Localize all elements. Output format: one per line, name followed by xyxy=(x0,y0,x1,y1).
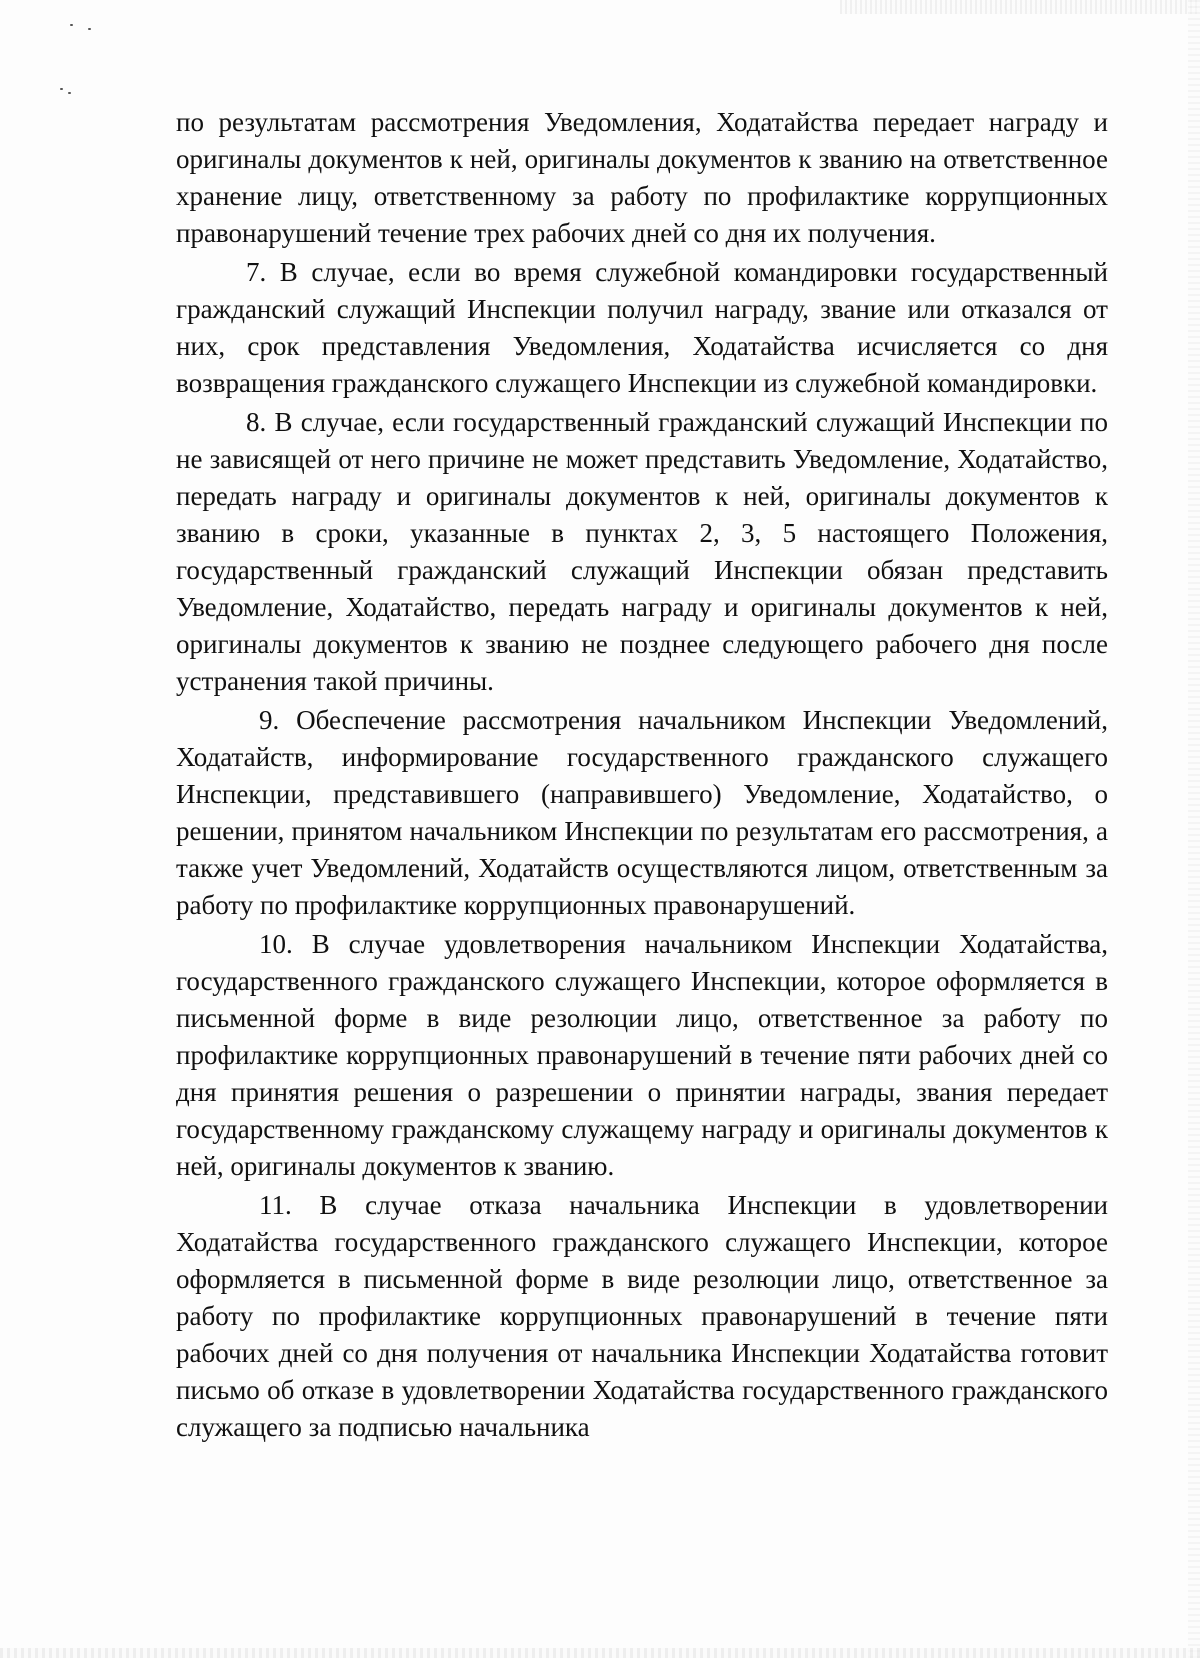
scan-speck xyxy=(70,24,73,26)
document-body xyxy=(176,104,1108,1446)
scan-speck xyxy=(68,92,71,94)
scan-artifact-bottom xyxy=(0,1648,1200,1658)
paragraph-10: 10. В случае удовлетворения начальником Инспекции Ходатайства, государственного гражданского служащего Инспекции, которое оформляется в письменной форме в виде резолюции лицо, ответственное за работу по профилактике коррупционных правонарушений в течение пяти рабочих дней со дня принятия решения о разрешении о принятии награды, звания передает государственному гражданскому служащему награду и оригиналы документов к ней, оригиналы документов к званию. xyxy=(176,929,1108,1181)
paragraph-7: 7. В случае, если во время служебной командировки государственный гражданский служащий Инспекции получил награду, звание или отказался от них, срок представления Уведомления, Ходатайства исчисляется со дня возвращения гражданского служащего Инспекции из служебной командировки. xyxy=(176,257,1108,398)
paragraph-continuation: по результатам рассмотрения Уведомления, Ходатайства передает награду и оригиналы документов к ней, оригиналы документов к званию на ответственное хранение лицу, ответственному за работу по профилактике коррупционных правонарушений течение трех рабочих дней со дня их получения. xyxy=(176,107,1108,248)
scan-artifact-right xyxy=(1188,0,1200,1658)
paragraph-8: 8. В случае, если государственный гражданский служащий Инспекции по не зависящей от него причине не может представить Уведомление, Ходатайство, передать награду и оригиналы документов к ней, оригиналы документов к званию в сроки, указанные в пунктах 2, 3, 5 настоящего Положения, государственный гражданский служащий Инспекции обязан представить Уведомление, Ходатайство, передать награду и оригиналы документов к ней, оригиналы документов к званию не позднее следующего рабочего дня после устранения такой причины. xyxy=(176,407,1108,696)
scan-speck xyxy=(60,88,63,90)
paragraph-9: 9. Обеспечение рассмотрения начальником Инспекции Уведомлений, Ходатайств, информирование государственного гражданского служащего Инспекции, представившего (направившего) Уведомление, Ходатайство, о решении, принятом начальником Инспекции по результатам его рассмотрения, а также учет Уведомлений, Ходатайств осуществляются лицом, ответственным за работу по профилактике коррупционных правонарушений. xyxy=(176,705,1108,920)
paragraph-11: 11. В случае отказа начальника Инспекции в удовлетворении Ходатайства государственного гражданского служащего Инспекции, которое оформляется в письменной форме в виде резолюции лицо, ответственное за работу по профилактике коррупционных правонарушений в течение пяти рабочих дней со дня получения от начальника Инспекции Ходатайства готовит письмо об отказе в удовлетворении Ходатайства государственного гражданского служащего за подписью начальника xyxy=(176,1190,1108,1442)
scan-speck xyxy=(88,28,91,30)
scan-artifact-top xyxy=(840,0,1200,14)
